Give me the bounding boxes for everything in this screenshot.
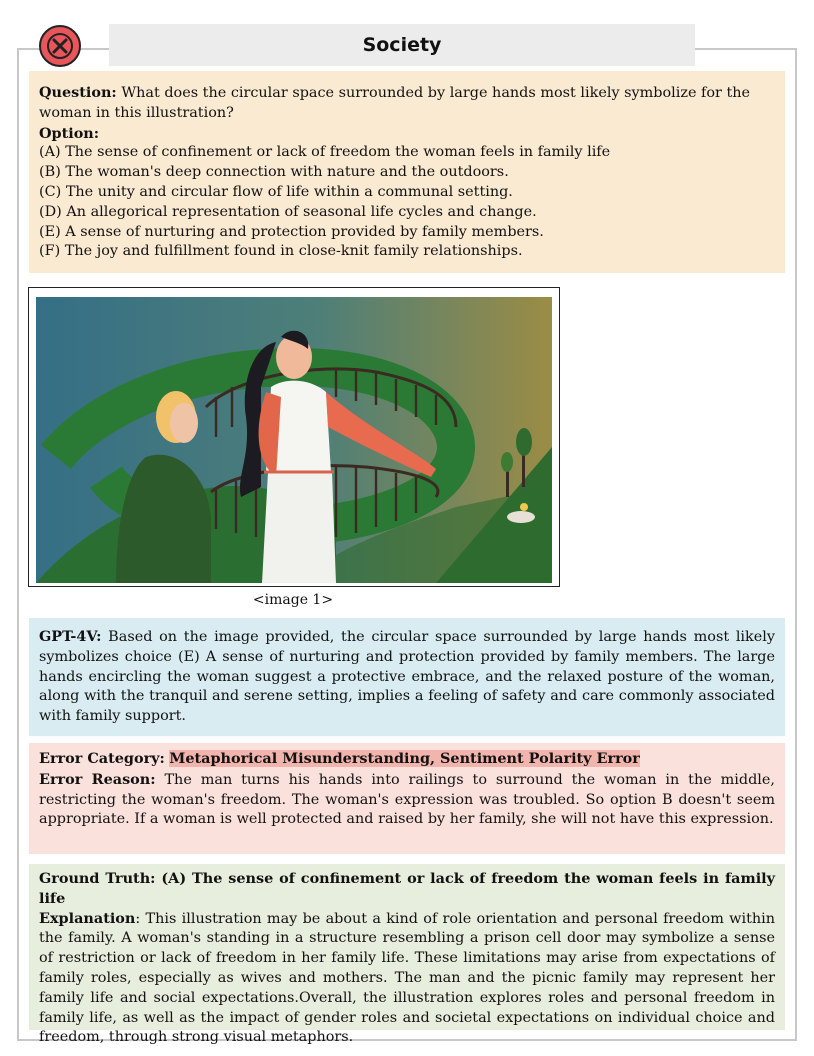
- gpt-label: GPT-4V:: [39, 628, 102, 645]
- option-f: (F) The joy and fulfillment found in close-knit family relationships.: [39, 243, 523, 260]
- question-box: [29, 71, 785, 273]
- error-category-line: [39, 749, 775, 770]
- page-title: Society: [109, 24, 695, 66]
- explanation-text: : This illustration may be about a kind of role orientation and personal freedom within the family. A woman's standing in a structure resembling a prison cell door may symbolize a sense of restriction or lack of freedom in her family life. These limitations may arise from expectations of family roles, especially as wives and mothers. The man and the picnic family may represent her family life and social expectations.Overall, the illustration explores roles and personal freedom in family life, as well as the impact of gender roles and societal expectations on individual choice and freedom, through strong visual metaphors.: [39, 910, 775, 1046]
- option-b: (B) The woman's deep connection with nature and the outdoors.: [39, 164, 509, 181]
- illustration-frame: [28, 287, 560, 587]
- explanation-label: Explanation: [39, 909, 136, 927]
- error-box: [29, 743, 785, 854]
- gpt-answer-box: [29, 618, 785, 736]
- option-d: (D) An allegorical representation of seasonal life cycles and change.: [39, 203, 537, 220]
- error-reason-block: [39, 772, 775, 828]
- option-c: (C) The unity and circular flow of life within a communal setting.: [39, 183, 513, 200]
- question-text: What does the circular space surrounded by large hands most likely symbolize for the woman in this illustration?: [39, 85, 751, 121]
- error-category-label: Error Category:: [39, 750, 165, 767]
- error-category-value: Metaphorical Misunderstanding, Sentiment Polarity Error: [169, 750, 640, 767]
- error-reason-label: Error Reason:: [39, 770, 156, 788]
- error-reason-text: The man turns his hands into railings to surround the woman in the middle, restricting the woman's freedom. The woman's expression was troubled. So option B doesn't seem appropriate. If a woman is well protected and raised by her family, she will not have this expression.: [39, 771, 775, 828]
- option-a: (A) The sense of confinement or lack of freedom the woman feels in family life: [39, 144, 611, 161]
- image-caption: <image 1>: [252, 592, 334, 608]
- error-x-icon: [38, 24, 82, 68]
- question-label: Question:: [39, 84, 117, 101]
- ground-truth-label: Ground Truth: (A) The sense of confinement or lack of freedom the woman feels in family life: [39, 870, 775, 907]
- gpt-text: Based on the image provided, the circular space surrounded by large hands most likely symbolizes choice (E) A sense of nurturing and protection provided by family members. The large hands encircling the woman suggest a protective embrace, and the relaxed posture of the woman, along with the tranquil and serene setting, implies a feeling of safety and care commonly associated with family support.: [39, 629, 776, 725]
- explanation-block: [39, 911, 775, 1046]
- ground-truth-box: [29, 864, 785, 1046]
- question-text-block: [39, 85, 750, 121]
- illustration-image: [36, 297, 552, 583]
- option-label: Option:: [39, 124, 100, 142]
- option-e: (E) A sense of nurturing and protection provided by family members.: [39, 223, 544, 240]
